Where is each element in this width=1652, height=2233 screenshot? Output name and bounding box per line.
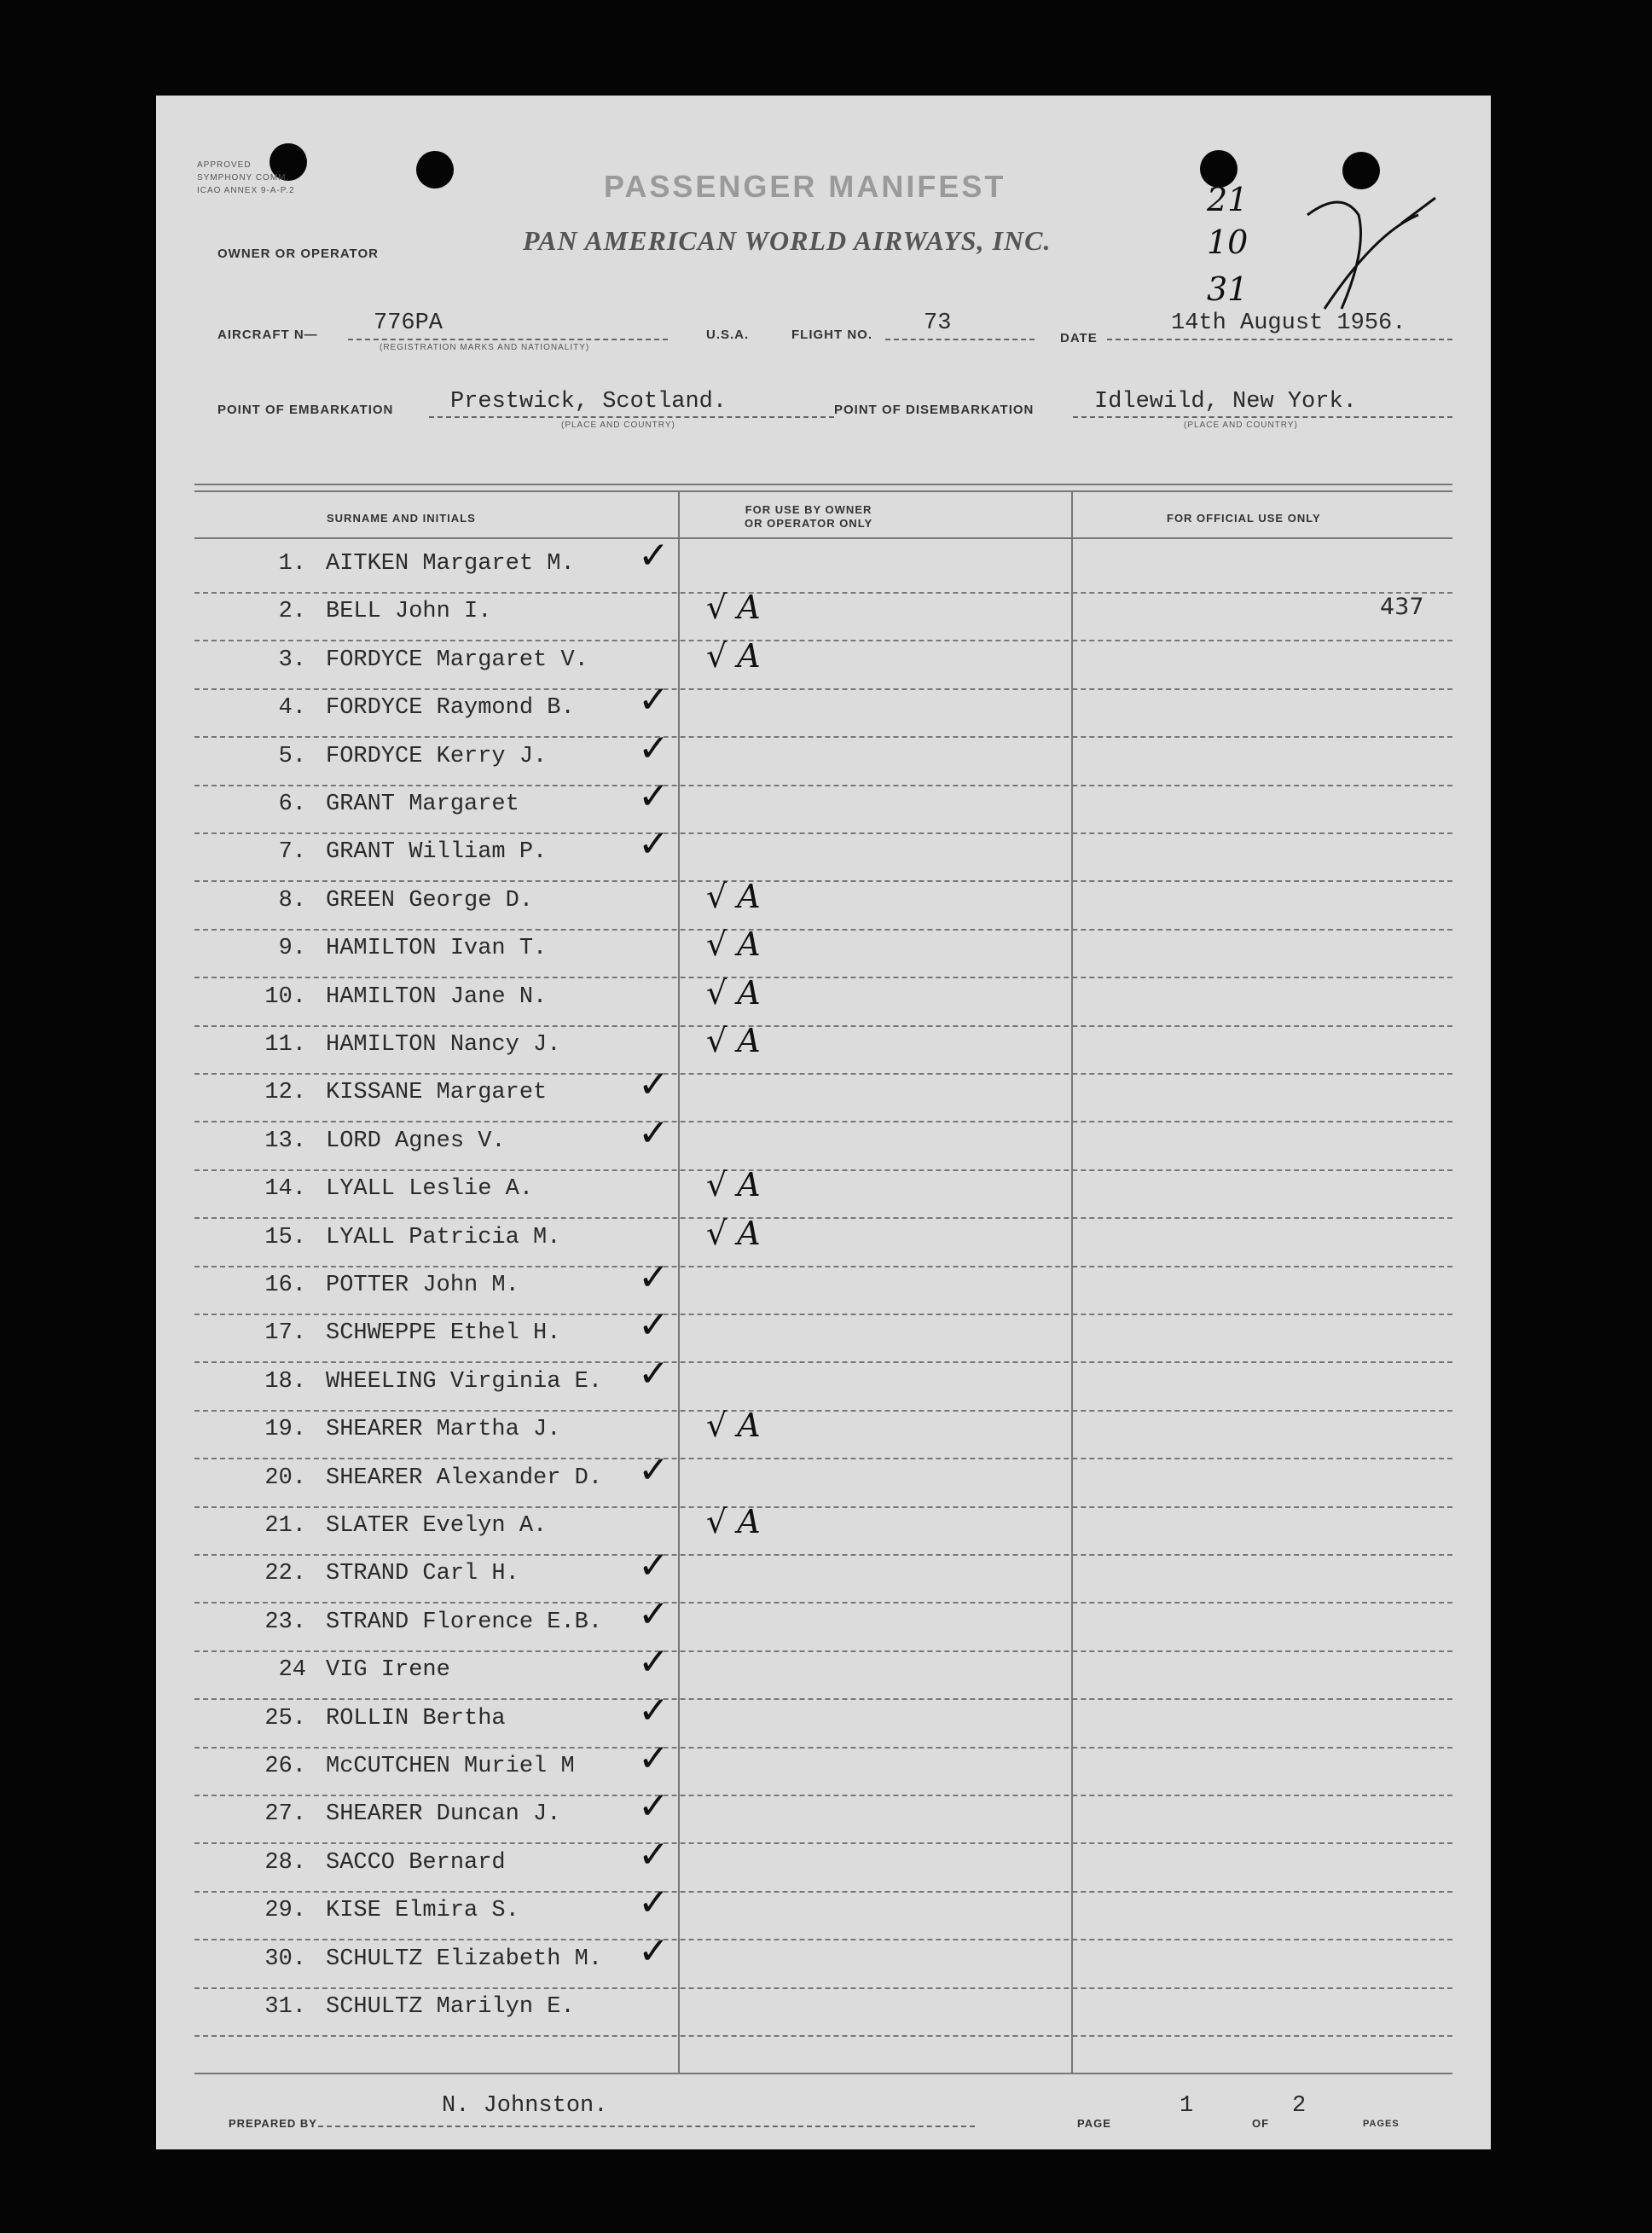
passenger-name: SHEARER Duncan J.: [326, 1801, 561, 1828]
passenger-number: 4.: [278, 695, 306, 722]
disembark-sublabel: (PLACE AND COUNTRY): [1184, 420, 1298, 430]
page-label: PAGE: [1077, 2117, 1111, 2130]
passenger-number: 14.: [264, 1176, 306, 1203]
passenger-row: [156, 822, 1491, 882]
approval-note: ICAO ANNEX 9-A-P.2: [197, 186, 295, 195]
passenger-number: 21.: [264, 1513, 306, 1539]
passenger-row: [156, 1256, 1491, 1315]
page-value: 1: [1180, 2093, 1194, 2119]
date-label: DATE: [1060, 331, 1098, 345]
passenger-row: [156, 1737, 1491, 1796]
passenger-name: McCUTCHEN Muriel M: [326, 1754, 575, 1779]
passenger-number: 28.: [264, 1849, 306, 1876]
manifest-sheet: [156, 96, 1491, 2149]
check-mark-icon: ✓: [638, 822, 669, 867]
check-mark-icon: ✓: [638, 1784, 669, 1829]
check-mark-icon: ✓: [638, 1447, 669, 1492]
passenger-row: [156, 1022, 1491, 1075]
passenger-number: 27.: [264, 1801, 306, 1828]
passenger-name: POTTER John M.: [326, 1273, 519, 1298]
passenger-row: [156, 1832, 1491, 1893]
table-bottom-rule: [194, 2073, 1452, 2074]
disembark-label: POINT OF DISEMBARKATION: [834, 403, 1035, 417]
passenger-number: 2.: [278, 599, 306, 625]
embark-value: Prestwick, Scotland.: [450, 389, 727, 415]
check-mark-icon: ✓: [638, 1256, 669, 1299]
passenger-number: 10.: [264, 983, 306, 1010]
tally-line-1: 21: [1207, 181, 1249, 218]
passenger-number: 25.: [264, 1705, 306, 1731]
operator-mark: √ A: [706, 589, 761, 627]
passenger-name: KISE Elmira S.: [326, 1898, 519, 1924]
passenger-number: 17.: [264, 1320, 306, 1347]
passenger-row: [156, 774, 1491, 834]
passenger-number: 11.: [264, 1032, 306, 1058]
passenger-name: SHEARER Martha J.: [326, 1417, 561, 1443]
passenger-name: AITKEN Margaret M.: [326, 551, 575, 577]
row-rule: [194, 2035, 1452, 2037]
passenger-name: STRAND Florence E.B.: [326, 1609, 603, 1635]
form-title: PASSENGER MANIFEST: [604, 169, 1006, 204]
aircraft-value: 776PA: [374, 310, 443, 336]
passenger-row: [156, 1214, 1491, 1267]
operator-mark: √ A: [706, 973, 761, 1012]
aircraft-label: AIRCRAFT N—: [217, 328, 318, 342]
operator-mark: √ A: [706, 1503, 761, 1540]
passenger-name: SACCO Bernard: [326, 1849, 506, 1876]
passenger-number: 29.: [264, 1898, 306, 1924]
passenger-number: 23.: [264, 1609, 306, 1635]
check-mark-icon: ✓: [638, 1928, 669, 1973]
passenger-row: [156, 1640, 1491, 1700]
passenger-number: 13.: [264, 1128, 306, 1154]
prepared-underline: [318, 2126, 975, 2127]
official-number: 437: [1380, 594, 1424, 620]
passenger-number: 18.: [264, 1368, 306, 1395]
passenger-row: [156, 678, 1491, 738]
operator-mark: √ A: [706, 636, 761, 675]
passenger-row: [156, 1303, 1491, 1363]
passenger-name: BELL John I.: [326, 599, 492, 625]
disembark-underline: [1073, 416, 1452, 418]
of-label: OF: [1252, 2117, 1270, 2130]
passenger-number: 19.: [264, 1417, 306, 1443]
of-value: 2: [1292, 2093, 1307, 2119]
passenger-number: 22.: [264, 1561, 306, 1587]
passenger-row: [156, 1447, 1491, 1508]
passenger-number: 7.: [278, 839, 306, 866]
passenger-name: HAMILTON Ivan T.: [326, 936, 548, 962]
embark-underline: [429, 416, 834, 418]
pages-label: PAGES: [1363, 2119, 1400, 2129]
punch-hole: [416, 151, 454, 188]
passenger-name: HAMILTON Jane N.: [326, 983, 548, 1010]
passenger-row: [156, 1544, 1491, 1604]
date-value: 14th August 1956.: [1171, 310, 1406, 336]
passenger-name: ROLLIN Bertha: [326, 1705, 506, 1731]
passenger-name: LYALL Patricia M.: [326, 1224, 561, 1250]
passenger-row: [156, 1592, 1491, 1652]
passenger-number: 15.: [264, 1224, 306, 1250]
passenger-number: 6.: [278, 792, 306, 817]
passenger-name: VIG Irene: [326, 1657, 450, 1684]
passenger-name: GREEN George D.: [326, 887, 534, 914]
passenger-number: 12.: [264, 1080, 306, 1106]
check-mark-icon: ✓: [638, 1111, 669, 1155]
passenger-name: SHEARER Alexander D.: [326, 1464, 603, 1491]
passenger-number: 24: [278, 1657, 306, 1684]
passenger-number: 31.: [264, 1994, 306, 2020]
table-top-rule: [194, 484, 1452, 485]
embark-sublabel: (PLACE AND COUNTRY): [561, 420, 675, 430]
passenger-row: [156, 1928, 1491, 1989]
passenger-number: 26.: [264, 1754, 306, 1779]
passenger-row: [156, 1166, 1491, 1219]
passenger-name: SCHULTZ Marilyn E.: [326, 1994, 575, 2020]
operator-mark: √ A: [706, 1406, 761, 1445]
passenger-row: [156, 877, 1491, 931]
operator-mark: √ A: [706, 877, 761, 915]
passenger-name: FORDYCE Raymond B.: [326, 695, 575, 722]
operator-mark: √ A: [706, 1166, 761, 1204]
passenger-name: GRANT Margaret: [326, 792, 519, 817]
operator-mark: √ A: [706, 1022, 761, 1059]
passenger-name: WHEELING Virginia E.: [326, 1368, 603, 1395]
passenger-row: [156, 726, 1491, 786]
embark-label: POINT OF EMBARKATION: [217, 403, 394, 417]
passenger-row: [156, 973, 1491, 1027]
check-mark-icon: ✓: [638, 774, 669, 818]
passenger-number: 9.: [278, 936, 306, 962]
aircraft-sublabel: (REGISTRATION MARKS AND NATIONALITY): [380, 343, 590, 352]
passenger-number: 3.: [278, 647, 306, 673]
passenger-row: [156, 1063, 1491, 1122]
passenger-name: FORDYCE Kerry J.: [326, 743, 548, 769]
date-underline: [1107, 339, 1452, 340]
passenger-name: GRANT William P.: [326, 839, 548, 866]
check-mark-icon: ✓: [638, 1544, 669, 1588]
passenger-name: HAMILTON Nancy J.: [326, 1032, 561, 1058]
passenger-name: FORDYCE Margaret V.: [326, 647, 588, 673]
tally-line-3: 31: [1207, 270, 1249, 308]
passenger-row: [156, 1503, 1491, 1556]
owner-value: PAN AMERICAN WORLD AIRWAYS, INC.: [523, 225, 1052, 256]
check-mark-icon: ✓: [638, 534, 669, 577]
passenger-row: [156, 1688, 1491, 1749]
passenger-name: KISSANE Margaret: [326, 1080, 548, 1106]
tally-line-2: 10: [1207, 223, 1249, 261]
check-mark-icon: ✓: [638, 1640, 669, 1685]
operator-mark: √ A: [706, 1214, 761, 1252]
passenger-name: LORD Agnes V.: [326, 1128, 506, 1154]
passenger-row: [156, 1406, 1491, 1459]
passenger-name: LYALL Leslie A.: [326, 1176, 534, 1203]
passenger-row: [156, 589, 1491, 641]
passenger-row: [156, 925, 1491, 978]
check-mark-icon: ✓: [638, 726, 669, 770]
passenger-row: [156, 636, 1491, 690]
passenger-name: SCHWEPPE Ethel H.: [326, 1320, 561, 1347]
approval-note: APPROVED: [197, 160, 252, 170]
check-mark-icon: ✓: [638, 1303, 669, 1348]
passenger-number: 16.: [264, 1273, 306, 1298]
passenger-row: [156, 1784, 1491, 1844]
passenger-number: 5.: [278, 743, 306, 769]
column-header-official: FOR OFFICIAL USE ONLY: [1167, 512, 1321, 525]
operator-mark: √ A: [706, 925, 761, 964]
passenger-name: STRAND Carl H.: [326, 1561, 519, 1587]
aircraft-underline: [348, 339, 668, 340]
check-mark-icon: ✓: [638, 1688, 669, 1732]
check-mark-icon: ✓: [638, 1832, 669, 1876]
passenger-name: SCHULTZ Elizabeth M.: [326, 1946, 603, 1972]
flight-value: 73: [924, 310, 952, 336]
header-bottom-rule: [194, 537, 1452, 539]
passenger-row: [156, 1989, 1491, 2037]
passenger-row: [156, 534, 1491, 594]
prepared-label: PREPARED BY: [229, 2117, 317, 2130]
passenger-number: 20.: [264, 1464, 306, 1491]
check-mark-icon: ✓: [638, 1063, 669, 1107]
column-header-owner: FOR USE BY OWNER OR OPERATOR ONLY: [745, 503, 873, 530]
check-mark-icon: ✓: [638, 1881, 669, 1925]
owner-label: OWNER OR OPERATOR: [217, 246, 379, 261]
disembark-value: Idlewild, New York.: [1094, 389, 1357, 415]
passenger-name: SLATER Evelyn A.: [326, 1513, 548, 1539]
passenger-row: [156, 1351, 1491, 1412]
approval-note: SYMPHONY COMM.: [197, 173, 290, 183]
column-header-surname: SURNAME AND INITIALS: [327, 512, 476, 525]
usa-label: U.S.A.: [706, 328, 750, 342]
check-mark-icon: ✓: [638, 1592, 669, 1636]
passenger-number: 30.: [264, 1946, 306, 1972]
passenger-row: [156, 1111, 1491, 1171]
tally-strike-mark: [1290, 181, 1444, 317]
flight-underline: [885, 339, 1035, 340]
passenger-number: 8.: [278, 887, 306, 914]
prepared-value: N. Johnston.: [442, 2093, 608, 2119]
check-mark-icon: ✓: [638, 1737, 669, 1780]
passenger-number: 1.: [278, 551, 306, 577]
check-mark-icon: ✓: [638, 678, 669, 722]
passenger-row: [156, 1881, 1491, 1940]
check-mark-icon: ✓: [638, 1351, 669, 1395]
flight-label: FLIGHT NO.: [791, 328, 872, 342]
table-top-rule-2: [194, 490, 1452, 492]
